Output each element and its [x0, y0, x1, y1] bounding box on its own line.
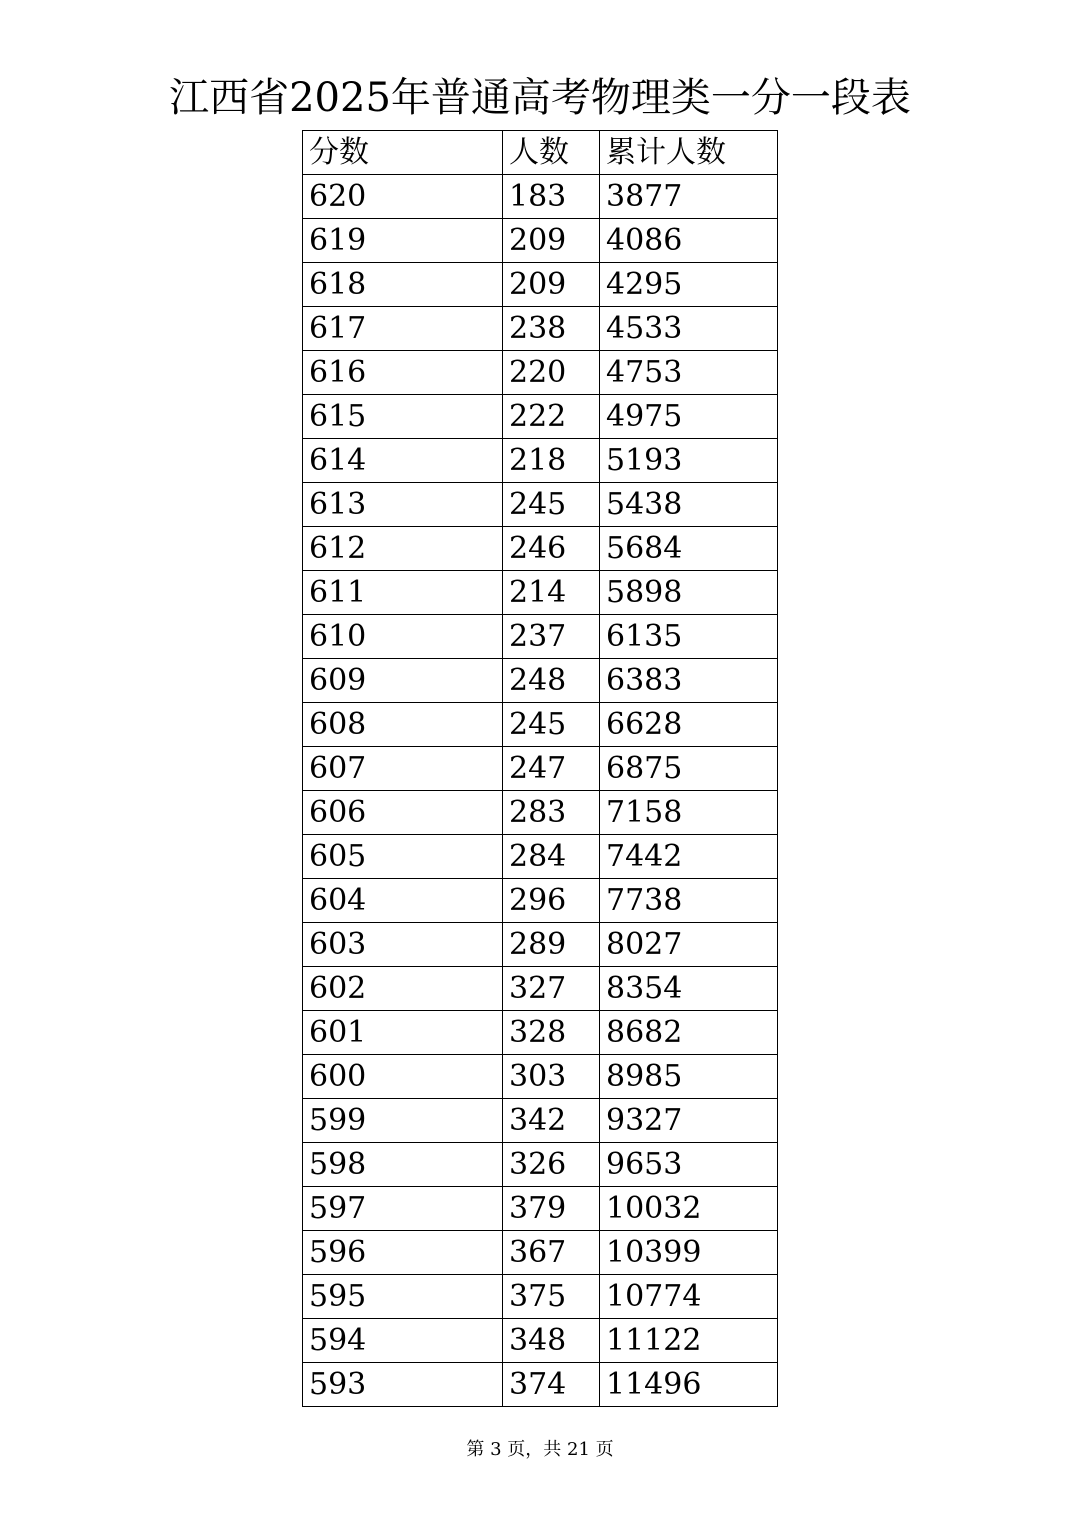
- table-row: [303, 1187, 778, 1231]
- table-row: [303, 1143, 778, 1187]
- table-row: [303, 571, 778, 615]
- cell-score: 600: [303, 1055, 503, 1099]
- table-row: [303, 879, 778, 923]
- cell-cumulative: 6628: [600, 703, 778, 747]
- cell-score: 608: [303, 703, 503, 747]
- cell-cumulative: 6383: [600, 659, 778, 703]
- column-header-count: 人数: [503, 131, 600, 175]
- cell-cumulative: 8027: [600, 923, 778, 967]
- cell-count: 209: [503, 219, 600, 263]
- cell-count: 367: [503, 1231, 600, 1275]
- cell-count: 284: [503, 835, 600, 879]
- cell-cumulative: 10399: [600, 1231, 778, 1275]
- cell-score: 614: [303, 439, 503, 483]
- cell-cumulative: 4975: [600, 395, 778, 439]
- cell-score: 611: [303, 571, 503, 615]
- cell-cumulative: 8354: [600, 967, 778, 1011]
- cell-score: 620: [303, 175, 503, 219]
- cell-score: 593: [303, 1363, 503, 1407]
- cell-score: 613: [303, 483, 503, 527]
- cell-count: 289: [503, 923, 600, 967]
- cell-count: 183: [503, 175, 600, 219]
- page-title: 江西省2025年普通高考物理类一分一段表: [169, 75, 911, 121]
- cell-cumulative: 6135: [600, 615, 778, 659]
- table-row: [303, 307, 778, 351]
- cell-count: 246: [503, 527, 600, 571]
- table-row: [303, 1055, 778, 1099]
- cell-cumulative: 3877: [600, 175, 778, 219]
- cell-count: 214: [503, 571, 600, 615]
- cell-score: 604: [303, 879, 503, 923]
- cell-cumulative: 5193: [600, 439, 778, 483]
- cell-count: 328: [503, 1011, 600, 1055]
- column-header-cumulative: 累计人数: [600, 131, 778, 175]
- cell-cumulative: 7738: [600, 879, 778, 923]
- cell-cumulative: 11122: [600, 1319, 778, 1363]
- cell-score: 610: [303, 615, 503, 659]
- cell-score: 605: [303, 835, 503, 879]
- cell-score: 612: [303, 527, 503, 571]
- cell-count: 326: [503, 1143, 600, 1187]
- cell-count: 220: [503, 351, 600, 395]
- cell-score: 616: [303, 351, 503, 395]
- cell-count: 375: [503, 1275, 600, 1319]
- table-row: [303, 835, 778, 879]
- cell-score: 609: [303, 659, 503, 703]
- table-row: [303, 263, 778, 307]
- table-row: [303, 1319, 778, 1363]
- cell-score: 618: [303, 263, 503, 307]
- cell-cumulative: 10774: [600, 1275, 778, 1319]
- cell-score: 615: [303, 395, 503, 439]
- cell-count: 209: [503, 263, 600, 307]
- table-row: [303, 1231, 778, 1275]
- cell-count: 342: [503, 1099, 600, 1143]
- table-row: [303, 439, 778, 483]
- cell-cumulative: 5684: [600, 527, 778, 571]
- cell-count: 248: [503, 659, 600, 703]
- cell-score: 617: [303, 307, 503, 351]
- cell-count: 296: [503, 879, 600, 923]
- cell-score: 597: [303, 1187, 503, 1231]
- cell-cumulative: 8682: [600, 1011, 778, 1055]
- cell-count: 303: [503, 1055, 600, 1099]
- cell-cumulative: 7442: [600, 835, 778, 879]
- cell-cumulative: 5438: [600, 483, 778, 527]
- cell-count: 245: [503, 483, 600, 527]
- table-row: [303, 395, 778, 439]
- cell-cumulative: 10032: [600, 1187, 778, 1231]
- table-row: [303, 923, 778, 967]
- table-row: [303, 1275, 778, 1319]
- cell-cumulative: 4753: [600, 351, 778, 395]
- cell-count: 327: [503, 967, 600, 1011]
- cell-score: 602: [303, 967, 503, 1011]
- cell-score: 607: [303, 747, 503, 791]
- cell-cumulative: 8985: [600, 1055, 778, 1099]
- cell-cumulative: 6875: [600, 747, 778, 791]
- cell-score: 603: [303, 923, 503, 967]
- cell-cumulative: 4086: [600, 219, 778, 263]
- table-row: [303, 1011, 778, 1055]
- cell-score: 594: [303, 1319, 503, 1363]
- cell-cumulative: 11496: [600, 1363, 778, 1407]
- table-row: [303, 527, 778, 571]
- table-row: [303, 791, 778, 835]
- table-row: [303, 219, 778, 263]
- score-distribution-table: [302, 130, 778, 1407]
- table-row: [303, 703, 778, 747]
- table-row: [303, 483, 778, 527]
- cell-count: 218: [503, 439, 600, 483]
- table-row: [303, 1099, 778, 1143]
- column-header-score: 分数: [303, 131, 503, 175]
- cell-score: 599: [303, 1099, 503, 1143]
- cell-count: 238: [503, 307, 600, 351]
- cell-count: 348: [503, 1319, 600, 1363]
- cell-cumulative: 9327: [600, 1099, 778, 1143]
- table-row: [303, 175, 778, 219]
- cell-count: 222: [503, 395, 600, 439]
- cell-count: 245: [503, 703, 600, 747]
- cell-cumulative: 7158: [600, 791, 778, 835]
- table-row: [303, 351, 778, 395]
- cell-score: 598: [303, 1143, 503, 1187]
- table-row: [303, 615, 778, 659]
- cell-cumulative: 4533: [600, 307, 778, 351]
- cell-cumulative: 9653: [600, 1143, 778, 1187]
- cell-score: 595: [303, 1275, 503, 1319]
- cell-count: 283: [503, 791, 600, 835]
- cell-count: 379: [503, 1187, 600, 1231]
- table-row: [303, 747, 778, 791]
- table-body: [303, 175, 778, 1407]
- cell-score: 596: [303, 1231, 503, 1275]
- cell-count: 247: [503, 747, 600, 791]
- cell-cumulative: 5898: [600, 571, 778, 615]
- cell-count: 237: [503, 615, 600, 659]
- cell-score: 606: [303, 791, 503, 835]
- cell-cumulative: 4295: [600, 263, 778, 307]
- table-row: [303, 967, 778, 1011]
- cell-count: 374: [503, 1363, 600, 1407]
- page-footer: 第 3 页，共 21 页: [466, 1439, 614, 1460]
- table-header-row: [303, 131, 778, 175]
- table-row: [303, 659, 778, 703]
- cell-score: 619: [303, 219, 503, 263]
- cell-score: 601: [303, 1011, 503, 1055]
- table-row: [303, 1363, 778, 1407]
